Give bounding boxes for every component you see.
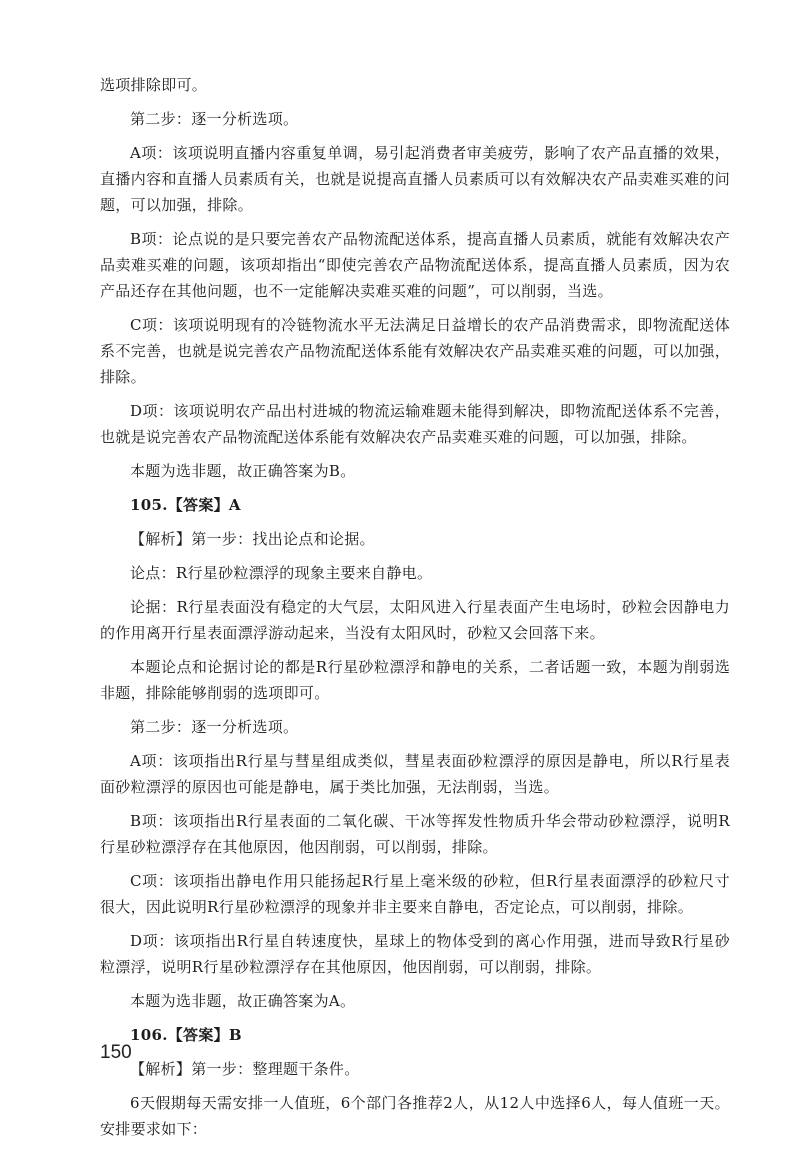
paragraph-15: B项：该项指出R行星表面的二氧化碳、干冰等挥发性物质升华会带动砂粒漂浮，说明R行星砂粒漂浮存在其他原因，他因削弱，可以削弱，排除。 xyxy=(100,812,730,856)
paragraph-5: C项：该项说明现有的冷链物流水平无法满足日益增长的农产品消费需求，即物流配送体系不完善，也就是说完善农产品物流配送体系能有效解决农产品卖难买难的问题，可以加强，排除。 xyxy=(100,316,730,386)
paragraph-2: 第二步：逐一分析选项。 xyxy=(130,110,299,128)
paragraph-20: 【解析】第一步：整理题干条件。 xyxy=(130,1060,360,1078)
paragraph-3: A项：该项说明直播内容重复单调，易引起消费者审美疲劳，影响了农产品直播的效果，直播内容和直播人员素质有关，也就是说提高直播人员素质可以有效解决农产品卖难买难的问题，可以加强，排除。 xyxy=(100,144,730,214)
answer-heading-105: 105.【答案】A xyxy=(130,496,241,514)
paragraph-14: A项：该项指出R行星与彗星组成类似，彗星表面砂粒漂浮的原因是静电，所以R行星表面砂粒漂浮的原因也可能是静电，属于类比加强，无法削弱，当选。 xyxy=(100,752,730,796)
answer-heading-106: 106.【答案】B xyxy=(130,1026,242,1044)
document-page xyxy=(100,72,730,1150)
paragraph-10: 论点：R行星砂粒漂浮的现象主要来自静电。 xyxy=(130,564,433,582)
paragraph-18: 本题为选非题，故正确答案为A。 xyxy=(130,992,356,1010)
paragraph-7: 本题为选非题，故正确答案为B。 xyxy=(130,462,356,480)
paragraph-21: 6天假期每天需安排一人值班，6个部门各推荐2人，从12人中选择6人，每人值班一天。安排要求如下： xyxy=(100,1094,730,1138)
paragraph-16: C项：该项指出静电作用只能扬起R行星上毫米级的砂粒，但R行星表面漂浮的砂粒尺寸很大，因此说明R行星砂粒漂浮的现象并非主要来自静电，否定论点，可以削弱，排除。 xyxy=(100,872,730,916)
paragraph-4: B项：论点说的是只要完善农产品物流配送体系，提高直播人员素质，就能有效解决农产品卖难买难的问题，该项却指出“即使完善农产品物流配送体系，提高直播人员素质，因为农产品还存在其他问题，也不一定能解决卖难买难的问题”，可以削弱，当选。 xyxy=(100,230,730,300)
paragraph-11: 论据：R行星表面没有稳定的大气层，太阳风进入行星表面产生电场时，砂粒会因静电力的作用离开行星表面漂浮游动起来，当没有太阳风时，砂粒又会回落下来。 xyxy=(100,598,730,642)
paragraph-17: D项：该项指出R行星自转速度快，星球上的物体受到的离心作用强，进而导致R行星砂粒漂浮，说明R行星砂粒漂浮存在其他原因，他因削弱，可以削弱，排除。 xyxy=(100,932,730,976)
paragraph-13: 第二步：逐一分析选项。 xyxy=(130,718,299,736)
paragraph-9: 【解析】第一步：找出论点和论据。 xyxy=(130,530,375,548)
paragraph-6: D项：该项说明农产品出村进城的物流运输难题未能得到解决，即物流配送体系不完善，也就是说完善农产品物流配送体系能有效解决农产品卖难买难的问题，可以加强，排除。 xyxy=(100,402,730,446)
paragraph-12: 本题论点和论据讨论的都是R行星砂粒漂浮和静电的关系，二者话题一致，本题为削弱选非题，排除能够削弱的选项即可。 xyxy=(100,658,730,702)
paragraph-1: 选项排除即可。 xyxy=(100,76,208,94)
page-number: 150 xyxy=(100,1042,132,1063)
